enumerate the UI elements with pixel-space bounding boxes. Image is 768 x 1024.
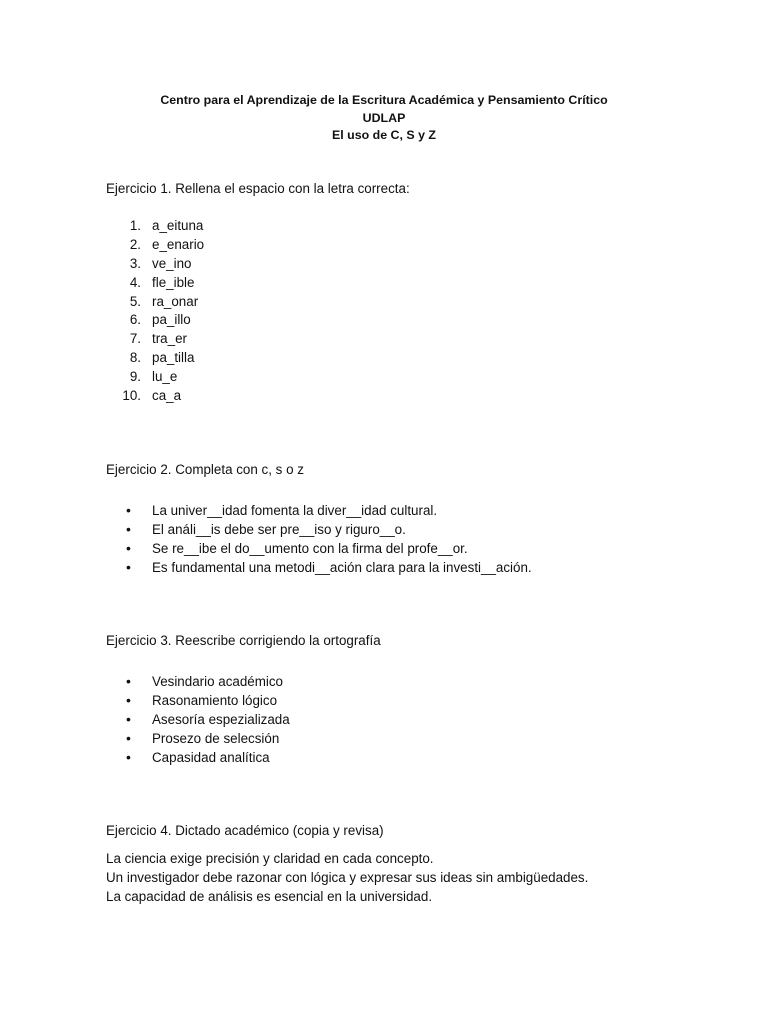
list-item-text: Es fundamental una metodi__ación clara para la investi__ación. [152, 560, 532, 575]
list-item-number: 1. [129, 218, 141, 233]
list-item-number: 10. [122, 388, 141, 404]
list-item-number: 3. [129, 255, 141, 271]
list-item-text: tra_er [152, 331, 187, 347]
list-item-text: El análi__is debe ser pre__iso y riguro__o. [152, 522, 406, 537]
list-item-text: Capasidad analítica [152, 750, 270, 765]
bullet-icon [126, 729, 131, 748]
dictation-line: Un investigador debe razonar con lógica y expresar sus ideas sin ambigüedades. [106, 870, 589, 885]
list-item-text: La univer__idad fomenta la diver__idad cultural. [152, 503, 438, 518]
list-item-number: 7. [129, 331, 141, 347]
list-item-number: 8. [129, 350, 141, 366]
exercise-3-title: Ejercicio 3. Reescribe corrigiendo la ortografía [106, 633, 381, 648]
list-item-text: Se re__ibe el do__umento con la firma del profe__or. [152, 541, 468, 556]
list-item-number: 6. [129, 312, 141, 328]
list-item-text: Asesoría espezializada [152, 712, 290, 727]
list-item-text: ve_ino [152, 255, 192, 271]
header-topic: El uso de C, S y Z [332, 128, 436, 142]
bullet-icon [126, 558, 131, 577]
list-item-text: e_enario [152, 236, 205, 252]
bullet-icon [126, 501, 131, 520]
list-item-number: 9. [129, 369, 141, 385]
list-item-text: pa_tilla [152, 350, 195, 366]
exercise-1-title: Ejercicio 1. Rellena el espacio con la letra correcta: [106, 181, 410, 196]
dictation-line: La ciencia exige precisión y claridad en cada concepto. [106, 851, 434, 866]
list-item-number: 4. [129, 274, 141, 290]
bullet-icon [126, 672, 131, 691]
list-item-number: 2. [129, 236, 141, 252]
list-item-text: lu_e [152, 369, 178, 385]
list-item-text: ca_a [152, 388, 182, 404]
list-item-text: Prosezo de selecsión [152, 731, 280, 746]
bullet-icon [126, 520, 131, 539]
bullet-icon [126, 691, 131, 710]
list-item-text: ra_onar [152, 293, 199, 309]
bullet-icon [126, 748, 131, 767]
exercise-4-dictation [106, 849, 588, 906]
exercise-2-title: Ejercicio 2. Completa con c, s o z [106, 462, 304, 477]
list-item-text: Rasonamiento lógico [152, 693, 278, 708]
dictation-line: La capacidad de análisis es esencial en la universidad. [106, 889, 433, 904]
list-item-text: fle_ible [152, 274, 195, 290]
list-item-text: Vesindario académico [152, 674, 284, 689]
header-institution: Centro para el Aprendizaje de la Escritura Académica y Pensamiento Crítico [160, 93, 608, 107]
bullet-icon [126, 710, 131, 729]
list-item-number: 5. [129, 293, 141, 309]
list-item-text: pa_illo [152, 312, 191, 328]
bullet-icon [126, 539, 131, 558]
header-university: UDLAP [362, 110, 406, 125]
document-header [0, 92, 768, 145]
list-item-text: a_eituna [152, 218, 204, 233]
exercise-4-title: Ejercicio 4. Dictado académico (copia y revisa) [106, 823, 384, 838]
